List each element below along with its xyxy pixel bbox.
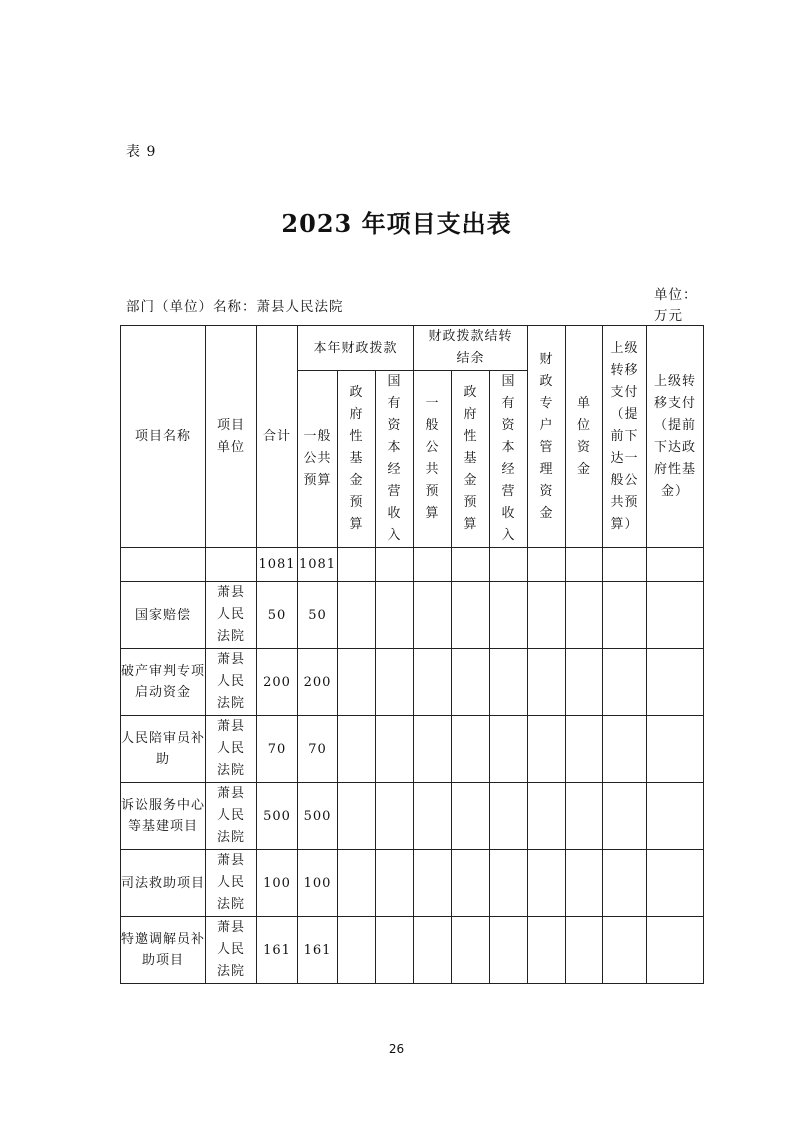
project-name-cell: 诉讼服务中心等基建项目 [121,783,206,850]
general-cell: 200 [298,649,338,716]
header-special-fund: 财政专户管理资金 [528,326,566,548]
header-gov-fund-budget: 政府性基金预算 [338,371,376,548]
general-cell: 500 [298,783,338,850]
project-name-cell: 司法救助项目 [121,850,206,917]
header-transfer-gov-fund: 上级转移支付（提前下达政府性基金） [647,326,704,548]
header-state-capital: 国有资本经营收入 [376,371,414,548]
project-unit-cell: 萧县人民法院 [206,716,257,783]
project-unit-cell: 萧县人民法院 [206,582,257,649]
general-cell: 100 [298,850,338,917]
table-label: 表 9 [126,144,157,160]
header-unit-fund: 单位资金 [566,326,603,548]
table-row-total [121,548,704,582]
total-cell: 1081 [257,548,298,582]
total-cell: 50 [257,582,298,649]
table-row [121,716,704,783]
table-row [121,850,704,917]
table-row [121,582,704,649]
project-expenditure-table [120,325,704,984]
project-unit-cell: 萧县人民法院 [206,783,257,850]
table-row [121,917,704,984]
project-unit-cell: 萧县人民法院 [206,649,257,716]
general-cell: 1081 [298,548,338,582]
header-carry-general: 一般公共预算 [414,371,452,548]
total-cell: 100 [257,850,298,917]
project-unit-cell: 萧县人民法院 [206,917,257,984]
general-cell: 161 [298,917,338,984]
project-name-cell: 破产审判专项启动资金 [121,649,206,716]
total-cell: 70 [257,716,298,783]
total-cell: 500 [257,783,298,850]
project-name-cell: 特邀调解员补助项目 [121,917,206,984]
total-cell: 200 [257,649,298,716]
header-carry-gov-fund: 政府性基金预算 [452,371,490,548]
header-project-unit: 项目单位 [206,326,257,548]
project-name-cell: 国家赔偿 [121,582,206,649]
department-name: 部门（单位）名称：萧县人民法院 [126,299,344,315]
header-transfer-general: 上级转移支付（提前下达一般公共预算） [603,326,647,548]
header-total: 合计 [257,326,298,548]
page-number: 26 [388,1042,405,1056]
general-cell: 70 [298,716,338,783]
page-title: 2023 年项目支出表 [281,209,512,238]
header-carry-state-capital: 国有资本经营收入 [490,371,528,548]
table-row [121,649,704,716]
header-carryover-group: 财政拨款结转结余 [414,326,528,371]
unit-label: 单位：万元 [654,287,698,324]
header-project-name: 项目名称 [121,326,206,548]
project-name-cell: 人民陪审员补助 [121,716,206,783]
general-cell: 50 [298,582,338,649]
project-unit-cell: 萧县人民法院 [206,850,257,917]
header-general-budget: 一般公共预算 [298,371,338,548]
total-cell: 161 [257,917,298,984]
table-row [121,783,704,850]
header-current-year-group: 本年财政拨款 [298,326,414,371]
